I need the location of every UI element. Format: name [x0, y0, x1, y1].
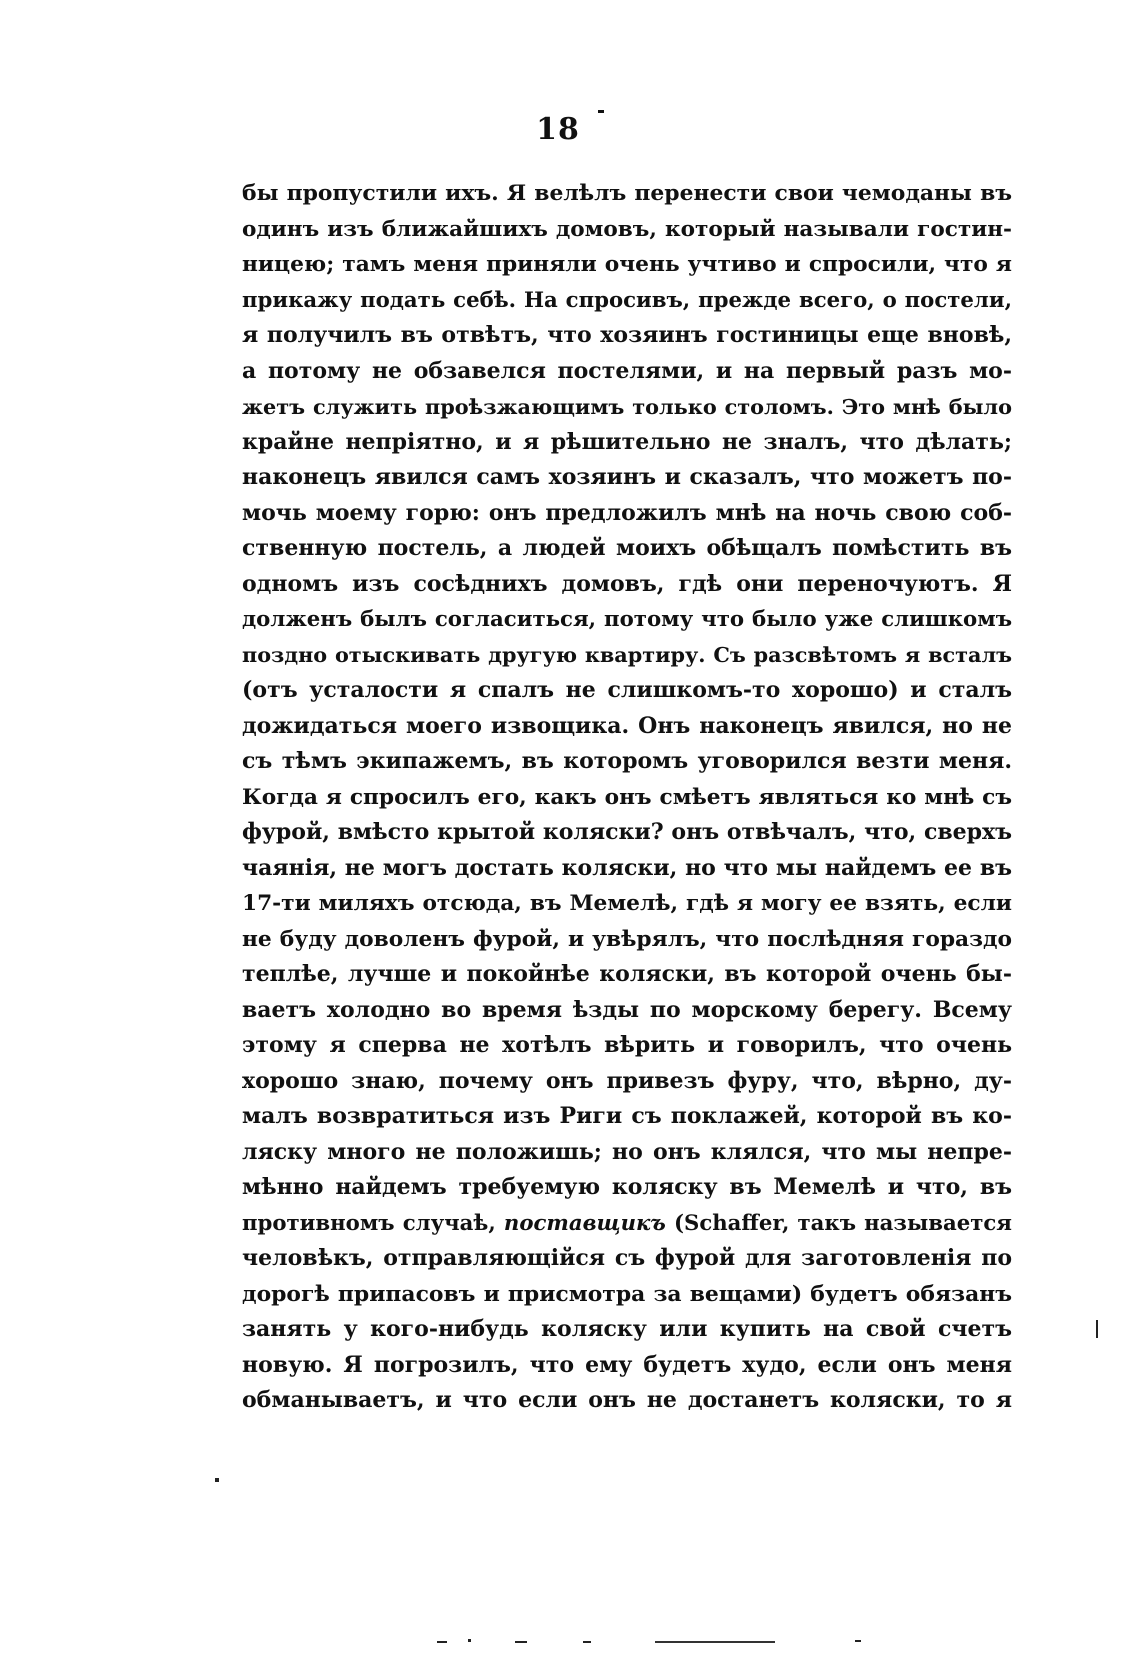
text-line: мочь моему горю: онъ предложилъ мнѣ на ночь свою соб- [242, 499, 1012, 526]
text-line: Когда я спросилъ его, какъ онъ смѣетъ являться ко мнѣ съ [242, 784, 1012, 810]
text-line: дожидаться моего извощика. Онъ наконецъ явился, но не [242, 712, 1012, 739]
page-number [0, 110, 1140, 147]
text-line: крайне непріятно, и я рѣшительно не зналъ, что дѣлать; [242, 428, 1012, 455]
text-line-with-italic [242, 1206, 1012, 1242]
text-line: жетъ служить проѣзжающимъ только столомъ. Это мнѣ было [242, 394, 1012, 419]
text-line: съ тѣмъ экипажемъ, въ которомъ уговорился везти меня. [242, 748, 1012, 774]
scan-speck [855, 1640, 861, 1642]
text-line: прикажу подать себѣ. На спросивъ, прежде всего, о постели, [242, 287, 1012, 313]
text-segment: противномъ случаѣ, [242, 1210, 504, 1236]
text-line: не буду доволенъ фурой, и увѣрялъ, что послѣдняя гораздо [242, 926, 1012, 952]
text-line: малъ возвратиться изъ Риги съ поклажей, которой въ ко- [242, 1103, 1012, 1129]
text-line: ственную постель, а людей моихъ обѣщалъ помѣстить въ [242, 535, 1012, 561]
text-line: я получилъ въ отвѣтъ, что хозяинъ гостиницы еще вновѣ, [242, 322, 1012, 348]
scan-speck [468, 1639, 471, 1642]
text-line: ницею; тамъ меня приняли очень учтиво и спросили, что я [242, 252, 1012, 277]
text-line: новую. Я погрозилъ, что ему будетъ худо, если онъ меня [242, 1351, 1012, 1378]
text-line: одномъ изъ сосѣднихъ домовъ, гдѣ они переночуютъ. Я [242, 570, 1012, 597]
text-line: теплѣе, лучше и покойнѣе коляски, въ которой очень бы- [242, 961, 1012, 987]
scan-speck [437, 1641, 447, 1643]
text-line: одинъ изъ ближайшихъ домовъ, который называли гостин- [242, 216, 1012, 242]
text-line: ваетъ холодно во время ѣзды по морскому берегу. Всему [242, 996, 1012, 1023]
text-line: хорошо знаю, почему онъ привезъ фуру, что, вѣрно, ду- [242, 1067, 1012, 1094]
text-line: обманываетъ, и что если онъ не достанетъ коляски, то я [242, 1387, 1012, 1413]
text-line: (отъ усталости я спалъ не слишкомъ-то хорошо) и сталъ [242, 677, 1012, 703]
text-line: наконецъ явился самъ хозяинъ и сказалъ, что можетъ по- [242, 464, 1012, 490]
scan-speck [515, 1641, 527, 1643]
text-segment: (Schaffer, такъ называется [665, 1210, 1012, 1236]
scan-speck [583, 1641, 591, 1643]
scan-rule [655, 1641, 775, 1643]
text-line: человѣкъ, отправляющійся съ фурой для заготовленія по [242, 1245, 1012, 1271]
text-line: фурой, вмѣсто крытой коляски? онъ отвѣчалъ, что, сверхъ [242, 819, 1012, 845]
text-line: долженъ былъ согласиться, потому что было уже слишкомъ [242, 607, 1012, 632]
text-line: а потому не обзавелся постелями, и на первый разъ мо- [242, 357, 1012, 384]
body-text [242, 176, 1012, 1419]
scan-speck [1096, 1320, 1098, 1338]
text-line: бы пропустили ихъ. Я велѣлъ перенести свои чемоданы въ [242, 180, 1012, 206]
text-line: мѣнно найдемъ требуемую коляску въ Мемелѣ и что, въ [242, 1174, 1012, 1200]
page-number-text: 18 [536, 112, 580, 147]
italic-term: поставщикъ [503, 1210, 666, 1236]
text-line: ляску много не положишь; но онъ клялся, что мы непре- [242, 1138, 1012, 1165]
text-line: этому я сперва не хотѣлъ вѣрить и говорилъ, что очень [242, 1032, 1012, 1058]
text-line: чаянія, не могъ достать коляски, но что мы найдемъ ее въ [242, 854, 1012, 881]
text-line: поздно отыскивать другую квартиру. Съ разсвѣтомъ я всталъ [242, 642, 1012, 667]
text-line: дорогѣ припасовъ и присмотра за вещами) будетъ обязанъ [242, 1280, 1012, 1307]
page-number-mark [598, 110, 604, 113]
text-line: 17-ти миляхъ отсюда, въ Мемелѣ, гдѣ я могу ее взять, если [242, 891, 1012, 916]
scan-speck [215, 1478, 219, 1482]
text-line: занять у кого-нибудь коляску или купить на свой счетъ [242, 1316, 1012, 1342]
